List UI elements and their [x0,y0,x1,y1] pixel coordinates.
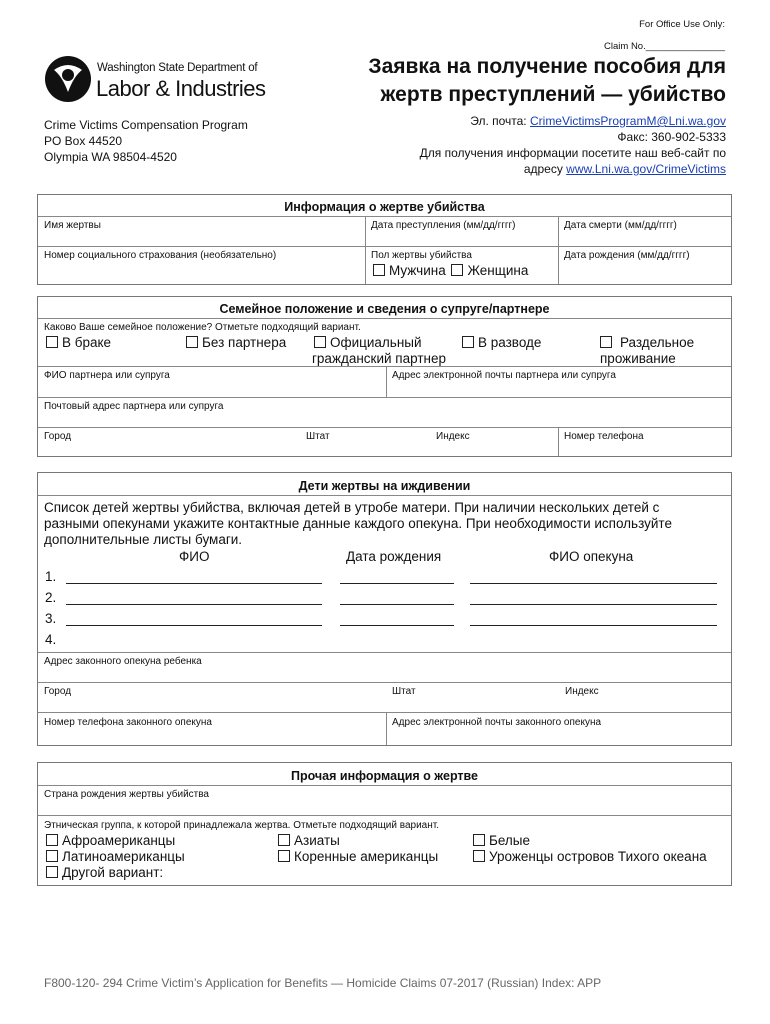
other-section-header: Прочая информация о жертве [290,769,479,783]
male-label: Мужчина [389,263,446,278]
civil-label-2: гражданский партнер [312,351,446,366]
pacific-option [473,849,707,864]
child-3-birth-line[interactable] [340,625,454,626]
other-info-section [37,762,732,886]
email-line [470,114,726,128]
children-section [37,472,732,746]
death-date-field[interactable]: Дата смерти (мм/дд/гггг) [564,220,677,231]
col-name-header: ФИО [179,549,210,564]
pacific-checkbox[interactable] [473,850,485,862]
marital-section [37,296,732,457]
email-prefix: Эл. почта: [470,114,530,128]
other-label: Другой вариант: [62,865,164,880]
crime-date-field[interactable]: Дата преступления (мм/дд/гггг) [371,220,516,231]
victim-sex-label: Пол жертвы убийства [371,250,472,261]
victim-info-section [37,194,732,285]
child-2-guardian-line[interactable] [470,604,717,605]
guardian-city-field[interactable]: Город [44,686,72,697]
separate-label-1: Раздельное [620,335,695,350]
child-1-birth-line[interactable] [340,583,454,584]
program-name: Crime Victims Compensation Program [44,118,248,132]
pacific-label: Уроженцы островов Тихого океана [489,849,707,864]
partner-zip-field[interactable]: Индекс [436,431,470,442]
page-title-line2: жертв преступлений — убийство [380,83,726,106]
white-option [473,833,530,848]
partner-email-field[interactable]: Адрес электронной почты партнера или супруга [392,370,616,381]
married-option [46,335,111,350]
birth-country-field[interactable]: Страна рождения жертвы убийства [44,789,209,800]
asian-label: Азиаты [294,833,340,848]
info-line1: Для получения информации посетите наш веб-сайт по [419,146,726,160]
logo-line2: Labor & Industries [96,76,266,101]
separate-option [600,335,694,350]
white-checkbox[interactable] [473,834,485,846]
page-title-line1: Заявка на получение пособия для [368,55,726,78]
city-address: Olympia WA 98504-4520 [44,150,177,164]
civil-partner-checkbox[interactable] [314,336,326,348]
birth-date-field[interactable]: Дата рождения (мм/дд/гггг) [564,250,690,261]
latino-checkbox[interactable] [46,850,58,862]
partner-address-field[interactable]: Почтовый адрес партнера или супруга [44,401,224,412]
children-desc-3: дополнительные листы бумаги. [44,532,243,547]
child-2-birth-line[interactable] [340,604,454,605]
children-desc-2: разными опекунами укажите контактные данные каждого опекуна. При необходимости используйте [44,516,672,531]
latino-label: Латиноамериканцы [62,849,185,864]
african-label: Афроамериканцы [62,833,176,848]
victim-name-field[interactable]: Имя жертвы [44,220,101,231]
ethnic-question: Этническая группа, к которой принадлежала жертва. Отметьте подходящий вариант. [44,820,439,831]
children-desc-1: Список детей жертвы убийства, включая детей в утробе матери. При наличии нескольких детей с [44,500,660,515]
guardian-email-field[interactable]: Адрес электронной почты законного опекуна [392,717,602,728]
african-option [46,833,175,848]
divorced-option [462,335,541,350]
asian-option [278,833,340,848]
marital-section-header: Семейное положение и сведения о супруге/партнере [219,302,550,316]
married-label: В браке [62,335,112,350]
info-line2 [524,162,726,176]
po-box: PO Box 44520 [44,134,123,148]
no-partner-option [186,335,286,350]
children-section-header: Дети жертвы на иждивении [298,479,471,493]
partner-city-field[interactable]: Город [44,431,72,442]
divorced-label: В разводе [478,335,542,350]
separate-checkbox[interactable] [600,336,612,348]
separate-label-2: проживание [600,351,676,366]
sex-options [373,263,528,278]
fax-line: Факс: 360-902-5333 [617,130,726,144]
claim-number-field[interactable]: Claim No._______________ [604,41,725,52]
other-option [46,865,163,880]
ssn-field[interactable]: Номер социального страхования (необязательно) [44,250,277,261]
guardian-zip-field[interactable]: Индекс [565,686,599,697]
civil-option [314,335,422,350]
no-partner-label: Без партнера [202,335,287,350]
office-use-label: For Office Use Only: [639,19,725,30]
info-prefix: адресу [523,162,567,176]
male-checkbox[interactable] [373,264,385,276]
civil-label-1: Официальный [330,335,422,350]
email-link[interactable]: CrimeVictimsProgramM@Lni.wa.gov [529,114,726,128]
col-birth-header: Дата рождения [346,549,442,564]
guardian-state-field[interactable]: Штат [392,686,416,697]
native-checkbox[interactable] [278,850,290,862]
lni-logo-icon [44,52,92,104]
guardian-address-field[interactable]: Адрес законного опекуна ребенка [44,656,202,667]
victim-section-header: Информация о жертве убийства [284,200,485,214]
partner-state-field[interactable]: Штат [306,431,330,442]
child-row-3-number: 3. [45,611,57,626]
child-1-name-line[interactable] [66,583,322,584]
child-3-guardian-line[interactable] [470,625,717,626]
child-row-2-number: 2. [45,590,57,605]
latino-option [46,849,185,864]
marital-question: Каково Ваше семейное положение? Отметьте подходящий вариант. [44,322,361,333]
white-label: Белые [489,833,531,848]
guardian-phone-field[interactable]: Номер телефона законного опекуна [44,717,212,728]
child-row-1-number: 1. [45,569,57,584]
female-checkbox[interactable] [451,264,463,276]
child-row-4-number: 4. [45,632,57,647]
native-label: Коренные американцы [294,849,439,864]
partner-name-field[interactable]: ФИО партнера или супруга [44,370,170,381]
logo-line1: Washington State Department of [97,62,258,74]
african-checkbox[interactable] [46,834,58,846]
female-label: Женщина [467,263,529,278]
website-link[interactable]: www.Lni.wa.gov/CrimeVictims [566,162,726,176]
divorced-checkbox[interactable] [462,336,474,348]
child-1-guardian-line[interactable] [470,583,717,584]
no-partner-checkbox[interactable] [186,336,198,348]
asian-checkbox[interactable] [278,834,290,846]
native-option [278,849,438,864]
other-checkbox[interactable] [46,866,58,878]
partner-phone-field[interactable]: Номер телефона [564,431,644,442]
col-guardian-header: ФИО опекуна [549,549,634,564]
married-checkbox[interactable] [46,336,58,348]
child-2-name-line[interactable] [66,604,322,605]
child-3-name-line[interactable] [66,625,322,626]
form-footer: F800-120- 294 Crime Victim’s Application for Benefits — Homicide Claims 07-2017 (Russian) Index: APP [44,976,602,990]
